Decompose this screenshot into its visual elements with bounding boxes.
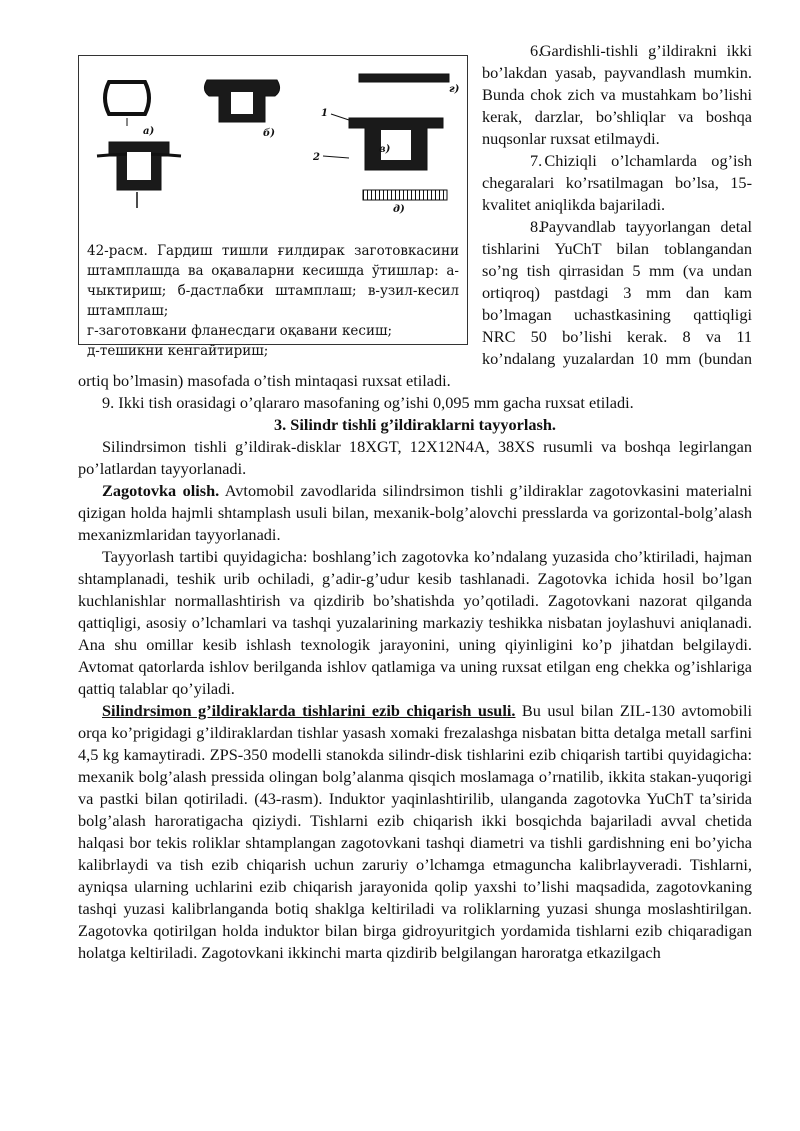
expansion-tool-shape xyxy=(363,190,447,200)
item-9 xyxy=(78,392,752,414)
label-a: a) xyxy=(143,126,155,137)
item-text: Ikki tish orasidagi o’qlararo masofaning og’ishi 0,095 mm gacha ruxsat etiladi. xyxy=(118,393,634,412)
item-text: Chiziqli o’lchamlarda og’ish chegaralari ko’rsatilmagan bo’lsa, 15-kvalitet aniqlikda bajariladi. xyxy=(482,151,753,214)
figure-caption xyxy=(87,241,459,361)
paragraph-body: Avtomobil zavodlarida silindrsimon tishli g’ildiraklar zagotovkasini materialni qizigan holda hajmli shtamplash usuli bilan, mexanik-bolg’alovchi presslarda va gorizontal-bolg’alash mexanizmlaridan tayyorlanadi. xyxy=(78,481,752,544)
label-d: д) xyxy=(393,204,405,215)
caption-line-3: д-тешикни кенгайтириш; xyxy=(87,343,269,359)
item-number: 6. xyxy=(530,41,543,60)
item-text: Payvandlab tayyorlangan detal tishlarini YuChT bilan toblangandan so’ng tish qirrasidan 5 mm (va undan ortiqroq) pastdagi 3 mm dan kam bo’lmagan uchastkasining qattiqligi NRC 50 bo’lishi kerak. 8 va 11 ko’ndalang yuzalardan 10 mm (bundan ortiq bo’lmasin) masofada o’tish mintaqasi ruxsat etiladi. xyxy=(78,217,753,390)
item-number: 7. xyxy=(530,151,543,170)
billet-shape xyxy=(105,82,149,114)
label-g: г) xyxy=(449,84,460,95)
label-2: 2 xyxy=(313,152,320,163)
paragraph-rolling xyxy=(78,700,752,964)
paragraph-lead: Zagotovka olish. xyxy=(102,481,220,500)
caption-line-2: г-заготовкани фланесдаги оқавани кесиш; xyxy=(87,323,393,339)
trim-punch-shape xyxy=(359,74,449,82)
section-title: 3. Silindr tishli g’ildiraklarni tayyorlash. xyxy=(274,415,556,434)
label-b: б) xyxy=(263,128,275,139)
item-number: 9. xyxy=(102,393,115,412)
forging-stages-drawing xyxy=(87,60,461,240)
caption-line-1: 42-расм. Гардиш тишли ғилдирак заготовкасини штамплашда ва оқаваларни кесишда ўтишлар: а-чыктириш; б-дастлабки штамплаш; в-узил-кесил штамплаш; xyxy=(87,243,459,319)
item-text: Gardishli-tishli g’ildirakni ikki bo’lakdan yasab, payvandlash mumkin. Bunda chok zich va mustahkam bo’lishi kerak, darzlar, bo’shliqlar va boshqa nuqsonlar ruxsat etilmaydi. xyxy=(482,41,753,148)
paragraph-body: Bu usul bilan ZIL-130 avtomobili orqa ko’prigidagi g’ildiraklardan tishlar yasash xomaki frezalashga nisbatan bitta detalga metall sarfini 4,5 kg kamaytiradi. ZPS-350 modelli stanokda silindr-disk tishlarini ezib chiqarish tartibi quyidagicha: mexanik bolg’alash pressida olingan bolg’alanma qisqich moslamaga o’rnatilib, ikkita stakan-yuqorigi va pastki bilan qotiriladi. (43-rasm). Induktor yaqinlashtirilib, ulanganda zagotovka YuChT ta’sirida bolg’alash haroratigacha qiziydi. Tishlarni ezib chiqarish ikki bosqichda bajariladi avval chetida halqasi bor tekis roliklar shtamplangan zagotovkani tashqi diametri va tishli gardishning eni bo’yicha kalibrlaydi va tish ezib chiqarish uchun zaruriy o’lchamga etmaguncha kalibrlayveradi. Tishlarni, ayniqsa ularning uchlarini ezib chiqarish jarayonida qolip yaxshi to’lishi maqsadida, zagotovkaning tashqi yuzasi kalibrlanganda botiq shaklga keltiriladi va roliklarning yuzasi shunga moslashtirilgan. Zagotovka qotirilgan holda induktor bilan birga gidroyuritgich yordamida tishlarni ezib chiqaradigan holatga keltiriladi. Zagotovkani ikkinchi marta qizdirib belgilangan haroratga etkazilgach xyxy=(78,701,752,962)
label-v: в) xyxy=(379,144,391,155)
label-1: 1 xyxy=(321,108,328,119)
paragraph-procedure: Tayyorlash tartibi quyidagicha: boshlang’ich zagotovka ko’ndalang yuzasida cho’ktiriladi, hajman shtamplanadi, teshik urib ochiladi, g’adir-g’udur kesib tashlanadi. Zagotovka ichida hosil bo’lgan kuchlanishlar normallashtirish va qizdirib bo’shatishda yo’qotiladi. Zagotovkani nazorat qilganda qattiqligi, asosiy o’lchamlari va tashqi yuzalarining markaziy teshikka nisbatan joylashuvi aniqlanadi. Ana shu omillar kesib ishlash texnologik jarayonini, uning qiyinligini ko’p jihatdan belgilaydi. Avtomat qatorlarda ishlov berilganda ishlov qatlamiga va uning ruxsat etilgan eng chekka og’ishlariga qattiq talablar qo’yiladi. xyxy=(78,547,752,698)
paragraph-billet xyxy=(78,480,752,546)
figure-42 xyxy=(78,55,468,359)
paragraph-lead: Silindrsimon g’ildiraklarda tishlarini ezib chiqarish usuli. xyxy=(102,701,516,720)
item-number: 8. xyxy=(530,217,543,236)
paragraph-materials: Silindrsimon tishli g’ildirak-disklar 18XGT, 12X12N4A, 38XS rusumli va boshqa legirlangan po’latlardan tayyorlanadi. xyxy=(78,437,752,478)
document-page xyxy=(78,40,752,964)
